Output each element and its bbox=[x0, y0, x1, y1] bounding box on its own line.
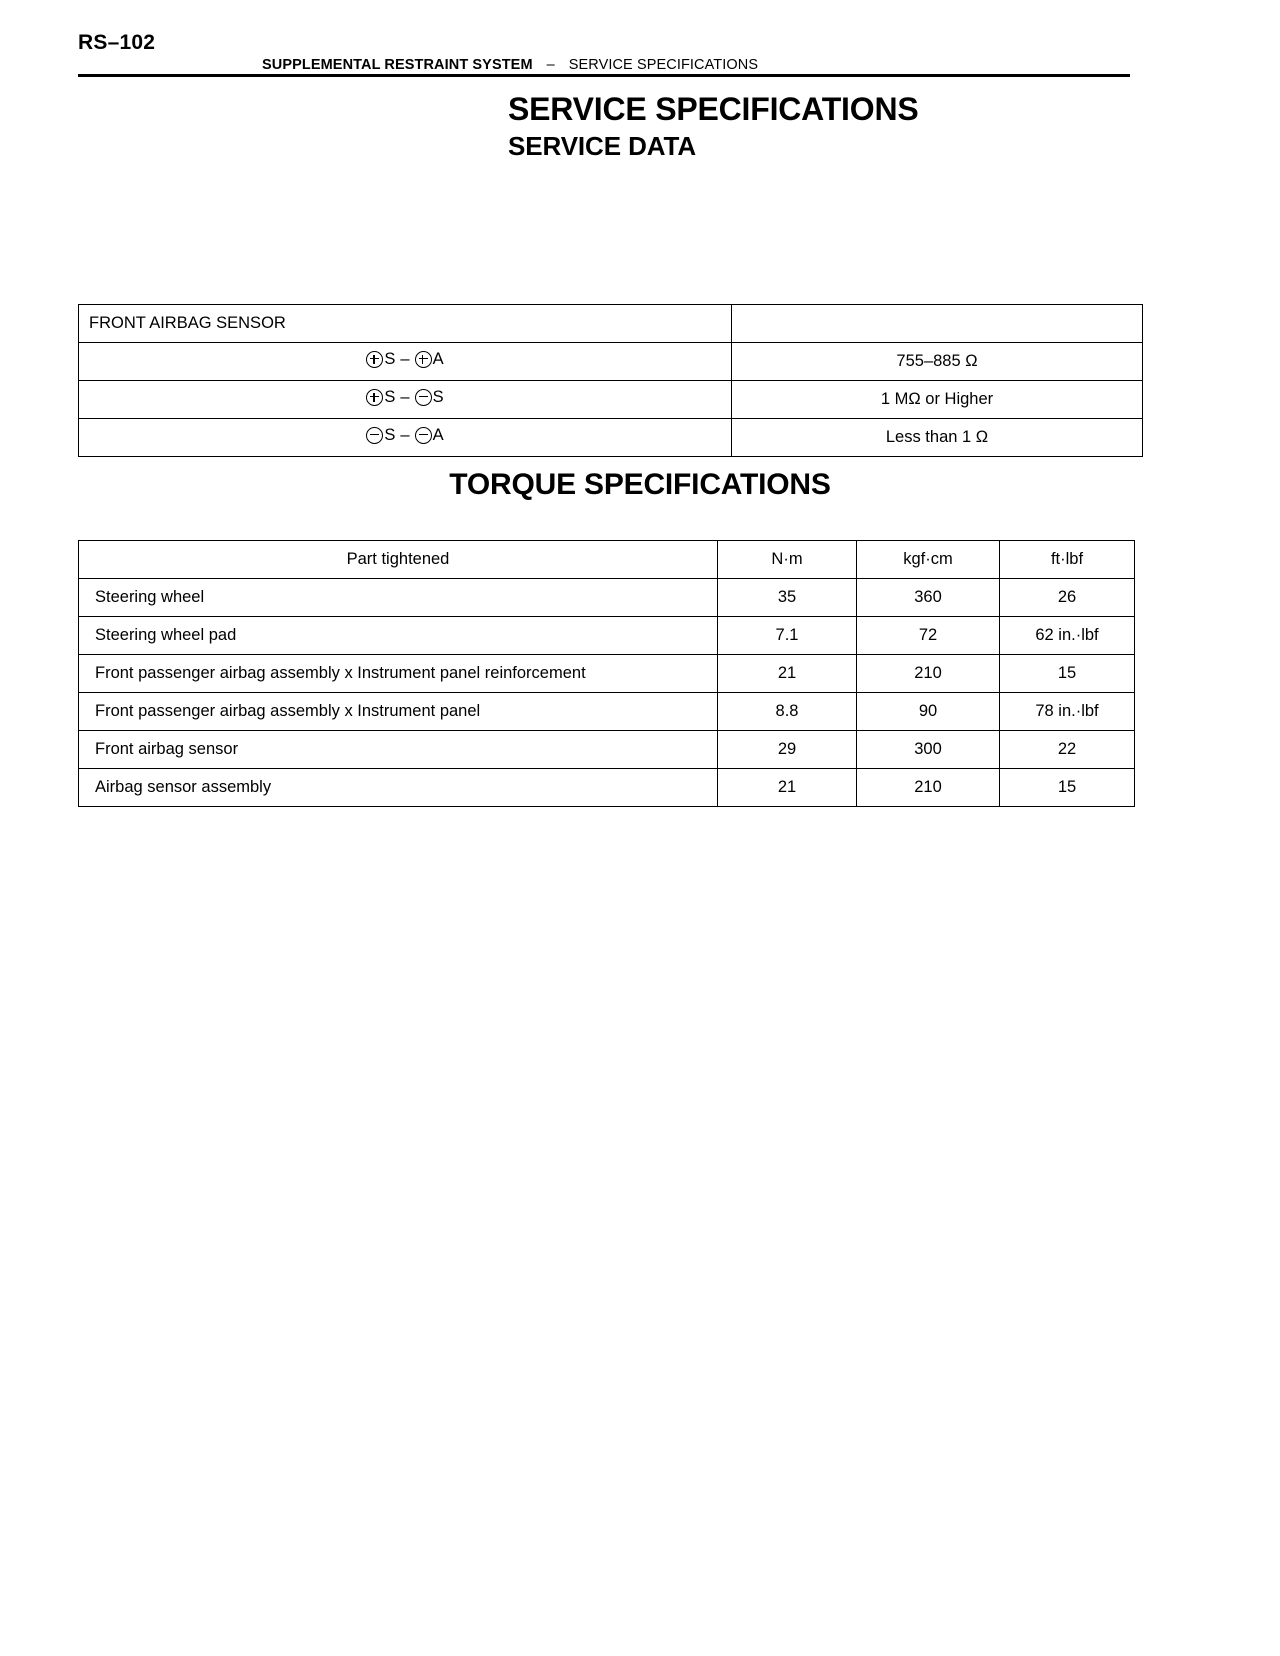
circled-plus-icon bbox=[415, 351, 432, 368]
torque-ftlbf: 62 in.·lbf bbox=[1000, 617, 1135, 655]
circled-minus-icon bbox=[366, 427, 383, 444]
running-head bbox=[262, 57, 758, 73]
torque-part: Front passenger airbag assembly x Instrument panel reinforcement bbox=[79, 655, 718, 693]
table-row bbox=[79, 617, 1135, 655]
terminal-separator: – bbox=[400, 426, 410, 444]
torque-part: Front airbag sensor bbox=[79, 731, 718, 769]
service-data-group-label: FRONT AIRBAG SENSOR bbox=[79, 305, 732, 343]
terminal-b-label: A bbox=[432, 350, 444, 368]
service-data-terminals bbox=[79, 419, 732, 457]
torque-nm: 8.8 bbox=[718, 693, 857, 731]
torque-kgfcm: 90 bbox=[857, 693, 1000, 731]
terminal-b-label: S bbox=[432, 388, 444, 406]
torque-part: Airbag sensor assembly bbox=[79, 769, 718, 807]
torque-section-title: TORQUE SPECIFICATIONS bbox=[449, 468, 831, 501]
torque-ftlbf: 26 bbox=[1000, 579, 1135, 617]
terminal-pair bbox=[366, 388, 443, 407]
service-data-value: 755–885 Ω bbox=[732, 343, 1143, 381]
column-header-kgfcm: kgf·cm bbox=[857, 541, 1000, 579]
column-header-part: Part tightened bbox=[79, 541, 718, 579]
page-title-block bbox=[508, 92, 919, 161]
service-data-terminals bbox=[79, 343, 732, 381]
torque-nm: 29 bbox=[718, 731, 857, 769]
table-row bbox=[79, 419, 1143, 457]
torque-ftlbf: 78 in.·lbf bbox=[1000, 693, 1135, 731]
terminal-a-label: S bbox=[384, 388, 396, 406]
torque-nm: 7.1 bbox=[718, 617, 857, 655]
torque-kgfcm: 360 bbox=[857, 579, 1000, 617]
page-title: SERVICE SPECIFICATIONS bbox=[508, 91, 919, 127]
service-data-value: 1 MΩ or Higher bbox=[732, 381, 1143, 419]
torque-table-body bbox=[79, 579, 1135, 807]
torque-kgfcm: 210 bbox=[857, 769, 1000, 807]
service-data-value: Less than 1 Ω bbox=[732, 419, 1143, 457]
torque-table-head bbox=[79, 541, 1135, 579]
circled-minus-icon bbox=[415, 427, 432, 444]
terminal-a-label: S bbox=[384, 426, 396, 444]
column-header-ftlbf: ft·lbf bbox=[1000, 541, 1135, 579]
torque-nm: 21 bbox=[718, 655, 857, 693]
terminal-b-label: A bbox=[432, 426, 444, 444]
page-header bbox=[0, 0, 1280, 78]
table-row bbox=[79, 579, 1135, 617]
torque-part: Steering wheel pad bbox=[79, 617, 718, 655]
table-row bbox=[79, 343, 1143, 381]
torque-kgfcm: 72 bbox=[857, 617, 1000, 655]
table-row bbox=[79, 769, 1135, 807]
running-head-system: SUPPLEMENTAL RESTRAINT SYSTEM bbox=[262, 57, 533, 73]
service-data-table bbox=[78, 304, 1143, 457]
page-subtitle: SERVICE DATA bbox=[508, 130, 697, 161]
terminal-separator: – bbox=[400, 350, 410, 368]
terminal-a-label: S bbox=[384, 350, 396, 368]
page-number: RS–102 bbox=[78, 31, 156, 54]
table-row bbox=[79, 693, 1135, 731]
running-head-dash: – bbox=[546, 57, 555, 73]
column-header-nm: N·m bbox=[718, 541, 857, 579]
terminal-pair bbox=[366, 350, 443, 369]
torque-ftlbf: 22 bbox=[1000, 731, 1135, 769]
torque-nm: 21 bbox=[718, 769, 857, 807]
terminal-separator: – bbox=[400, 388, 410, 406]
table-row bbox=[79, 381, 1143, 419]
circled-plus-icon bbox=[366, 351, 383, 368]
torque-kgfcm: 210 bbox=[857, 655, 1000, 693]
table-row bbox=[79, 731, 1135, 769]
torque-part: Front passenger airbag assembly x Instrument panel bbox=[79, 693, 718, 731]
torque-part: Steering wheel bbox=[79, 579, 718, 617]
service-data-group-value bbox=[732, 305, 1143, 343]
table-row-group-header bbox=[79, 305, 1143, 343]
torque-nm: 35 bbox=[718, 579, 857, 617]
running-head-subsection: SERVICE SPECIFICATIONS bbox=[568, 57, 759, 73]
torque-kgfcm: 300 bbox=[857, 731, 1000, 769]
torque-ftlbf: 15 bbox=[1000, 769, 1135, 807]
torque-specifications-table bbox=[78, 540, 1135, 807]
table-row bbox=[79, 655, 1135, 693]
header-divider bbox=[78, 74, 1130, 77]
service-data-table-body bbox=[79, 305, 1143, 457]
circled-plus-icon bbox=[366, 389, 383, 406]
circled-minus-icon bbox=[415, 389, 432, 406]
service-data-terminals bbox=[79, 381, 732, 419]
terminal-pair bbox=[366, 426, 443, 445]
torque-ftlbf: 15 bbox=[1000, 655, 1135, 693]
table-header-row bbox=[79, 541, 1135, 579]
